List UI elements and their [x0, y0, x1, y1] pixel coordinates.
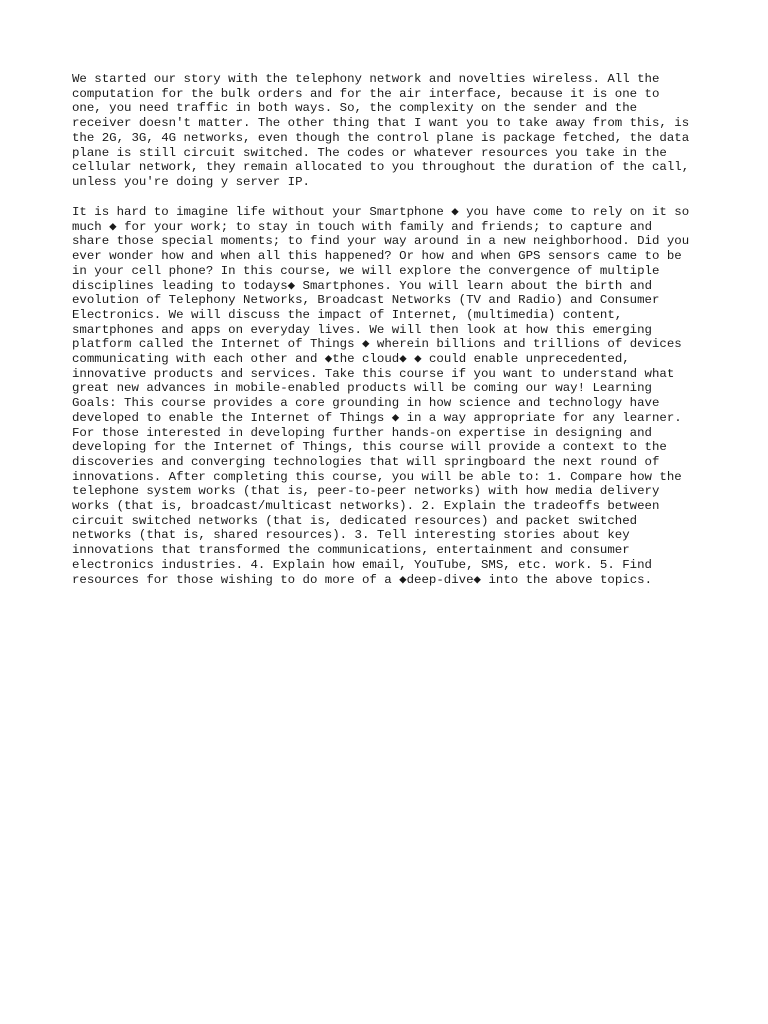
- paragraph-course-description: It is hard to imagine life without your Smartphone ◆ you have come to rely on it so much ◆ for your work; to stay in touch with family and friends; to capture and share those special moments; to find your way around in a new neighborhood. Did you ever wonder how and when all this happened? Or how and when GPS sensors came to be in your cell phone? In this course, we will explore the convergence of multiple disciplines leading to todays◆ Smartphones. You will learn about the birth and evolution of Telephony Networks, Broadcast Networks (TV and Radio) and Consumer Electronics. We will discuss the impact of Internet, (multimedia) content, smartphones and apps on everyday lives. We will then look at how this emerging platform called the Internet of Things ◆ wherein billions and trillions of devices communicating with each other and ◆the cloud◆ ◆ could enable unprecedented, innovative products and services. Take this course if you want to understand what great new advances in mobile-enabled products will be coming our way! Learning Goals: This course provides a core grounding in how science and technology have developed to enable the Internet of Things ◆ in a way appropriate for any learner. For those interested in developing further hands-on expertise in designing and developing for the Internet of Things, this course will provide a context to the discoveries and converging technologies that will springboard the next round of innovations. After completing this course, you will be able to: 1. Compare how the telephone system works (that is, peer-to-peer networks) with how media delivery works (that is, broadcast/multicast networks). 2. Explain the tradeoffs between circuit switched networks (that is, dedicated resources) and packet switched networks (that is, shared resources). 3. Tell interesting stories about key innovations that transformed the communications, entertainment and consumer electronics industries. 4. Explain how email, YouTube, SMS, etc. work. 5. Find resources for those wishing to do more of a ◆deep-dive◆ into the above topics.: [72, 205, 690, 587]
- paragraph-telephony-intro: We started our story with the telephony network and novelties wireless. All the computation for the bulk orders and for the air interface, because it is one to one, you need traffic in both ways. So, the complexity on the sender and the receiver doesn't matter. The other thing that I want you to take away from this, is the 2G, 3G, 4G networks, even though the control plane is package fetched, the data plane is still circuit switched. The codes or whatever resources you take in the cellular network, they remain allocated to you throughout the duration of the call, unless you're doing y server IP.: [72, 72, 690, 189]
